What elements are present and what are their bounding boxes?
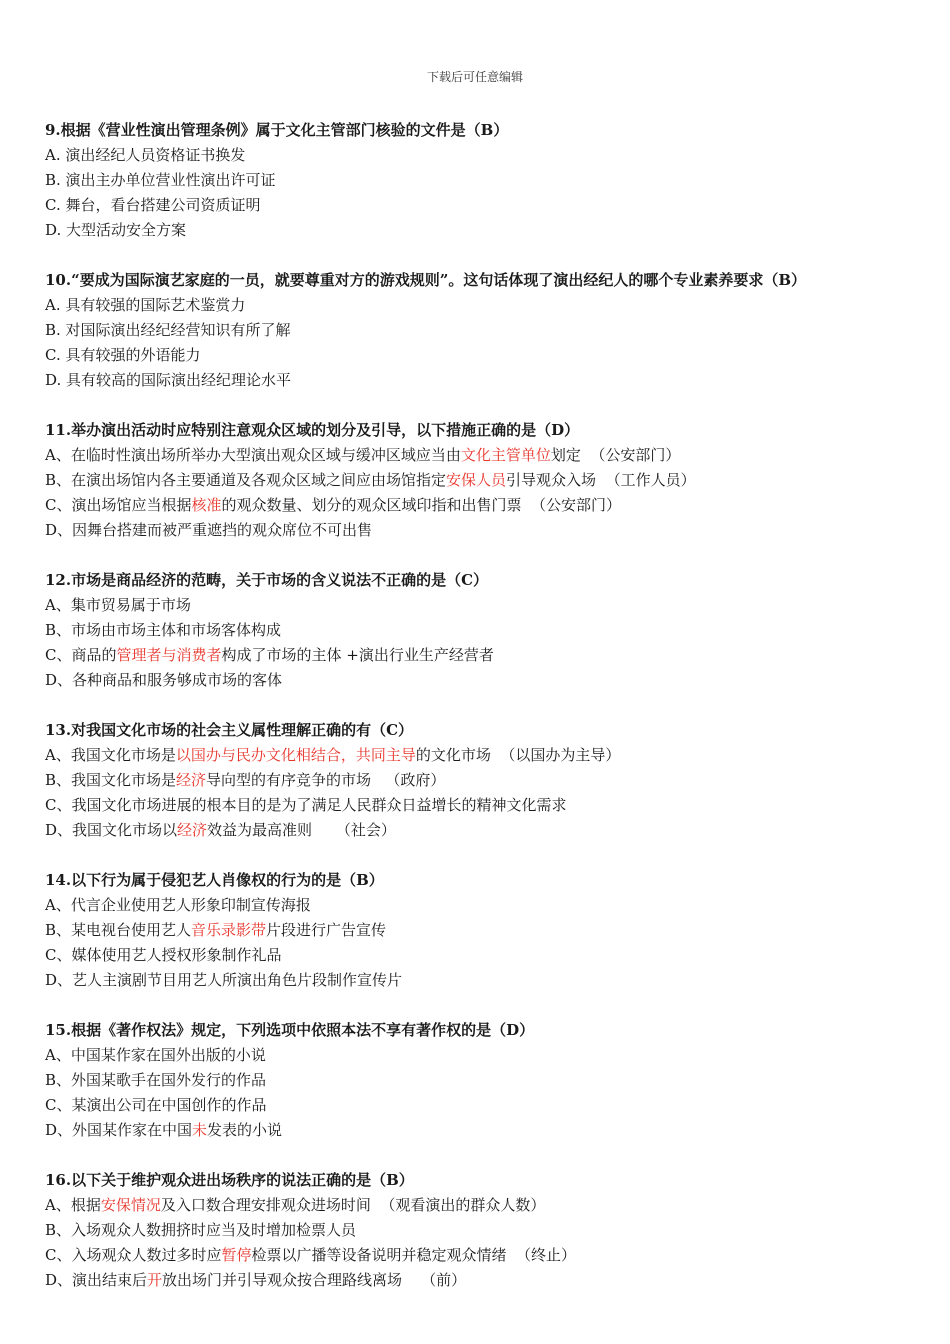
option-text: 及入口数合理安排观众进场时间 （观看演出的群众人数）: [160, 1196, 546, 1214]
option-text: 引导观众入场 （工作人员）: [506, 471, 696, 489]
option-text: A、根据: [45, 1196, 101, 1214]
question-block: [45, 1018, 925, 1143]
question-title: 12.市场是商品经济的范畴，关于市场的含义说法不正确的是（C）: [45, 571, 489, 589]
answer-option: [45, 1068, 925, 1093]
option-text: C、媒体使用艺人授权形象制作礼品: [45, 946, 282, 964]
highlighted-text: 安保人员: [446, 471, 507, 489]
highlighted-text: 安保情况: [100, 1196, 161, 1214]
question-block: [45, 568, 925, 693]
answer-option: [45, 493, 925, 518]
answer-option: [45, 343, 925, 368]
option-text: 的观众数量、划分的观众区域印指和出售门票 （公安部门）: [221, 496, 622, 514]
option-text: A、我国文化市场是: [45, 746, 176, 764]
option-text: D. 具有较高的国际演出经纪理论水平: [45, 371, 292, 389]
option-text: B、我国文化市场是: [45, 771, 177, 789]
option-text: B、入场观众人数拥挤时应当及时增加检票人员: [45, 1221, 357, 1239]
answer-option: [45, 668, 925, 693]
highlighted-text: 管理者与消费者: [116, 646, 222, 664]
option-text: D、演出结束后: [45, 1271, 148, 1289]
answer-option: [45, 1093, 925, 1118]
question-list: [45, 118, 925, 1318]
highlighted-text: 未: [192, 1121, 208, 1139]
option-text: C、入场观众人数过多时应: [45, 1246, 222, 1264]
option-text: D、外国某作家在中国: [45, 1121, 193, 1139]
question-block: [45, 418, 925, 543]
answer-option: [45, 1243, 925, 1268]
option-text: D、我国文化市场以: [45, 821, 178, 839]
answer-option: [45, 143, 925, 168]
question-block: [45, 118, 925, 243]
question-title: 14.以下行为属于侵犯艺人肖像权的行为的是（B）: [45, 871, 384, 889]
question-title: 15.根据《著作权法》规定，下列选项中依照本法不享有著作权的是（D）: [45, 1021, 535, 1039]
highlighted-text: 经济: [177, 821, 208, 839]
option-text: 构成了市场的主体 +演出行业生产经营者: [221, 646, 494, 664]
option-text: C、某演出公司在中国创作的作品: [45, 1096, 267, 1114]
option-text: B、在演出场馆内各主要通道及各观众区域之间应由场馆指定: [45, 471, 447, 489]
answer-option: [45, 1268, 925, 1293]
option-text: C、演出场馆应当根据: [45, 496, 192, 514]
answer-option: [45, 1043, 925, 1068]
question-block: [45, 868, 925, 993]
answer-option: [45, 518, 925, 543]
highlighted-text: 以国办与民办文化相结合，共同主导: [175, 746, 416, 764]
question-title: 9.根据《营业性演出管理条例》属于文化主管部门核验的文件是（B）: [45, 121, 509, 139]
question-title: 11.举办演出活动时应特别注意观众区域的划分及引导，以下措施正确的是（D）: [45, 421, 580, 439]
answer-option: [45, 943, 925, 968]
answer-option: [45, 468, 925, 493]
option-text: B、市场由市场主体和市场客体构成: [45, 621, 282, 639]
answer-option: [45, 368, 925, 393]
answer-option: [45, 893, 925, 918]
answer-option: [45, 643, 925, 668]
option-text: D、各种商品和服务够成市场的客体: [45, 671, 283, 689]
option-text: A. 具有较强的国际艺术鉴赏力: [45, 296, 246, 314]
option-text: B. 演出主办单位营业性演出许可证: [45, 171, 276, 189]
option-text: B. 对国际演出经纪经营知识有所了解: [45, 321, 291, 339]
question-block: [45, 718, 925, 843]
answer-option: [45, 618, 925, 643]
answer-option: [45, 1218, 925, 1243]
answer-option: [45, 318, 925, 343]
option-text: A、中国某作家在国外出版的小说: [45, 1046, 266, 1064]
option-text: 检票以广播等设备说明并稳定观众情绪 （终止）: [251, 1246, 577, 1264]
highlighted-text: 音乐录影带: [191, 921, 267, 939]
highlighted-text: 开: [147, 1271, 163, 1289]
answer-option: [45, 218, 925, 243]
option-text: A、在临时性演出场所举办大型演出观众区域与缓冲区域应当由: [45, 446, 461, 464]
page-header: 下载后可任意编辑: [426, 70, 523, 84]
option-text: 导向型的有序竞争的市场 （政府）: [206, 771, 446, 789]
option-text: B、某电视台使用艺人: [45, 921, 192, 939]
option-text: 片段进行广告宣传: [266, 921, 387, 939]
option-text: 效益为最高准则 （社会）: [207, 821, 396, 839]
answer-option: [45, 1118, 925, 1143]
answer-option: [45, 968, 925, 993]
answer-option: [45, 793, 925, 818]
answer-option: [45, 443, 925, 468]
answer-option: [45, 193, 925, 218]
question-title: 13.对我国文化市场的社会主义属性理解正确的有（C）: [45, 721, 414, 739]
option-text: C、我国文化市场进展的根本目的是为了满足人民群众日益增长的精神文化需求: [45, 796, 567, 814]
answer-option: [45, 168, 925, 193]
option-text: B、外国某歌手在国外发行的作品: [45, 1071, 267, 1089]
answer-option: [45, 593, 925, 618]
question-title: 16.以下关于维护观众进出场秩序的说法正确的是（B）: [45, 1171, 414, 1189]
option-text: 的文化市场 （以国办为主导）: [415, 746, 621, 764]
option-text: C. 舞台，看台搭建公司资质证明: [45, 196, 261, 214]
option-text: D、艺人主演剧节目用艺人所演出角色片段制作宣传片: [45, 971, 403, 989]
option-text: A、集市贸易属于市场: [45, 596, 191, 614]
option-text: 发表的小说: [207, 1121, 283, 1139]
option-text: A、代言企业使用艺人形象印制宣传海报: [45, 896, 311, 914]
option-text: C. 具有较强的外语能力: [45, 346, 201, 364]
highlighted-text: 经济: [176, 771, 207, 789]
answer-option: [45, 743, 925, 768]
answer-option: [45, 768, 925, 793]
option-text: D、因舞台搭建而被严重遮挡的观众席位不可出售: [45, 521, 373, 539]
option-text: D. 大型活动安全方案: [45, 221, 187, 239]
option-text: A. 演出经纪人员资格证书换发: [45, 146, 246, 164]
answer-option: [45, 818, 925, 843]
answer-option: [45, 293, 925, 318]
option-text: 放出场门并引导观众按合理路线离场 （前）: [162, 1271, 467, 1289]
question-block: [45, 1168, 925, 1293]
question-title: 10.“要成为国际演艺家庭的一员，就要尊重对方的游戏规则”。这句话体现了演出经纪人的哪个专业素养要求（B）: [45, 271, 807, 289]
answer-option: [45, 1193, 925, 1218]
option-text: C、商品的: [45, 646, 117, 664]
highlighted-text: 文化主管单位: [460, 446, 551, 464]
question-block: [45, 268, 925, 393]
highlighted-text: 核准: [191, 496, 222, 514]
answer-option: [45, 918, 925, 943]
option-text: 划定 （公安部门）: [550, 446, 681, 464]
highlighted-text: 暂停: [221, 1246, 252, 1264]
